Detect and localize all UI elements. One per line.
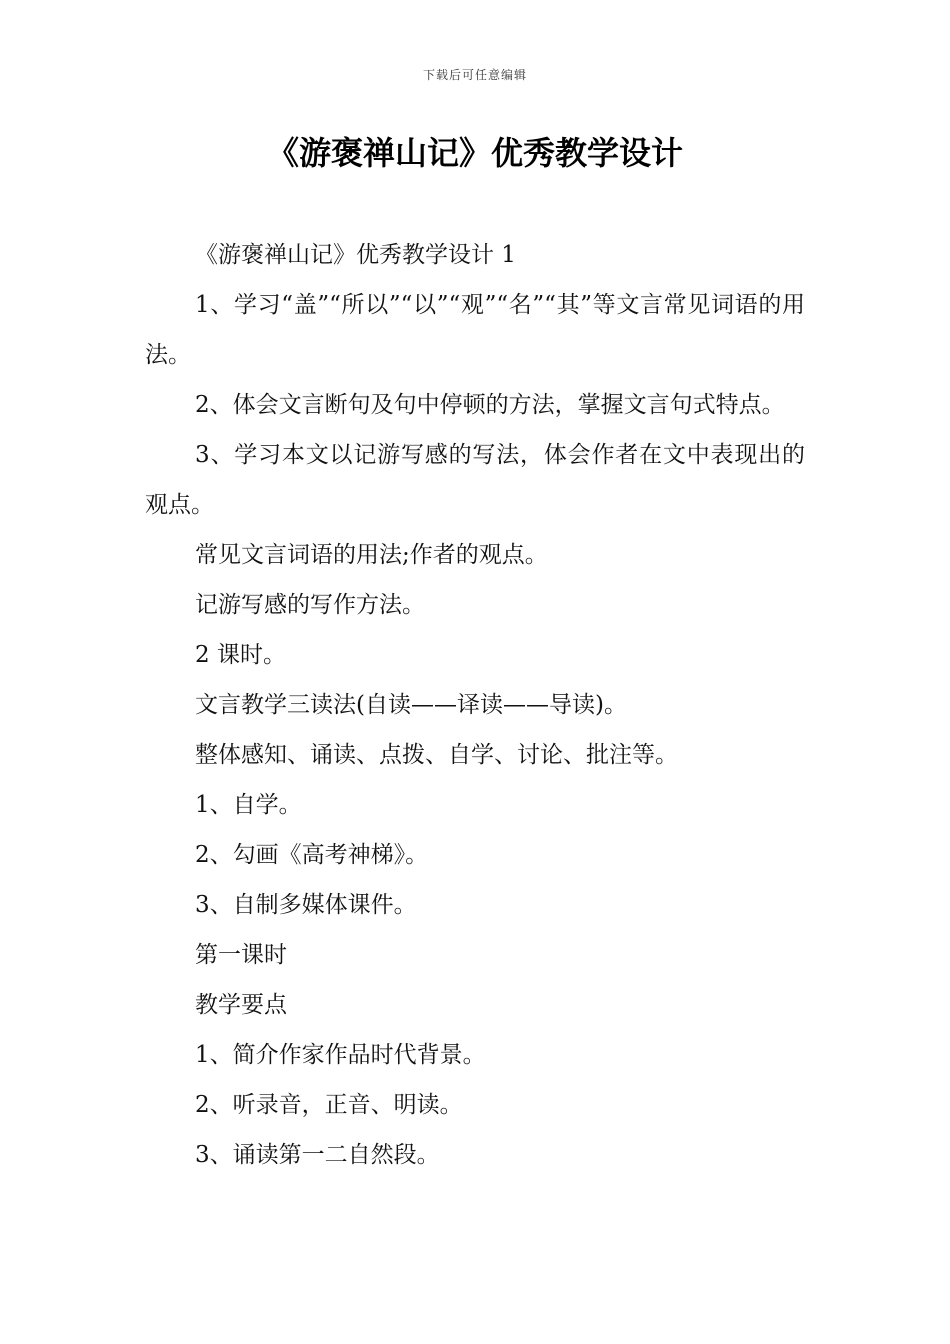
teaching-point-2: 2、听录音，正音、明读。	[195, 1092, 463, 1118]
learning-method: 整体感知、诵读、点拨、自学、讨论、批注等。	[195, 742, 678, 768]
difficult-point: 记游写感的写作方法。	[195, 592, 425, 618]
preparation-2: 2、勾画《高考神梯》。	[195, 842, 429, 868]
preparation-1: 1、自学。	[195, 792, 302, 818]
teaching-method: 文言教学三读法(自读——译读——导读)。	[195, 692, 627, 718]
key-point: 常见文言词语的用法;作者的观点。	[195, 542, 548, 568]
header-note: 下载后可任意编辑	[422, 68, 527, 82]
class-hours: 2 课时。	[195, 642, 286, 668]
teaching-points-heading: 教学要点	[195, 992, 287, 1018]
objective-3: 3、学习本文以记游写感的写法，体会作者在文中表现出的观点。	[145, 442, 805, 518]
preparation-3: 3、自制多媒体课件。	[195, 892, 417, 918]
document-body	[145, 230, 805, 1180]
objective-1: 1、学习“盖”“所以”“以”“观”“名”“其”等文言常见词语的用法。	[145, 292, 805, 368]
section-heading: 《游褒禅山记》优秀教学设计 1	[195, 242, 516, 268]
document-title: 《游褒禅山记》优秀教学设计	[266, 134, 683, 172]
lesson-one-heading: 第一课时	[195, 942, 287, 968]
objective-2: 2、体会文言断句及句中停顿的方法，掌握文言句式特点。	[195, 392, 785, 418]
teaching-point-3: 3、诵读第一二自然段。	[195, 1142, 440, 1168]
teaching-point-1: 1、简介作家作品时代背景。	[195, 1042, 486, 1068]
